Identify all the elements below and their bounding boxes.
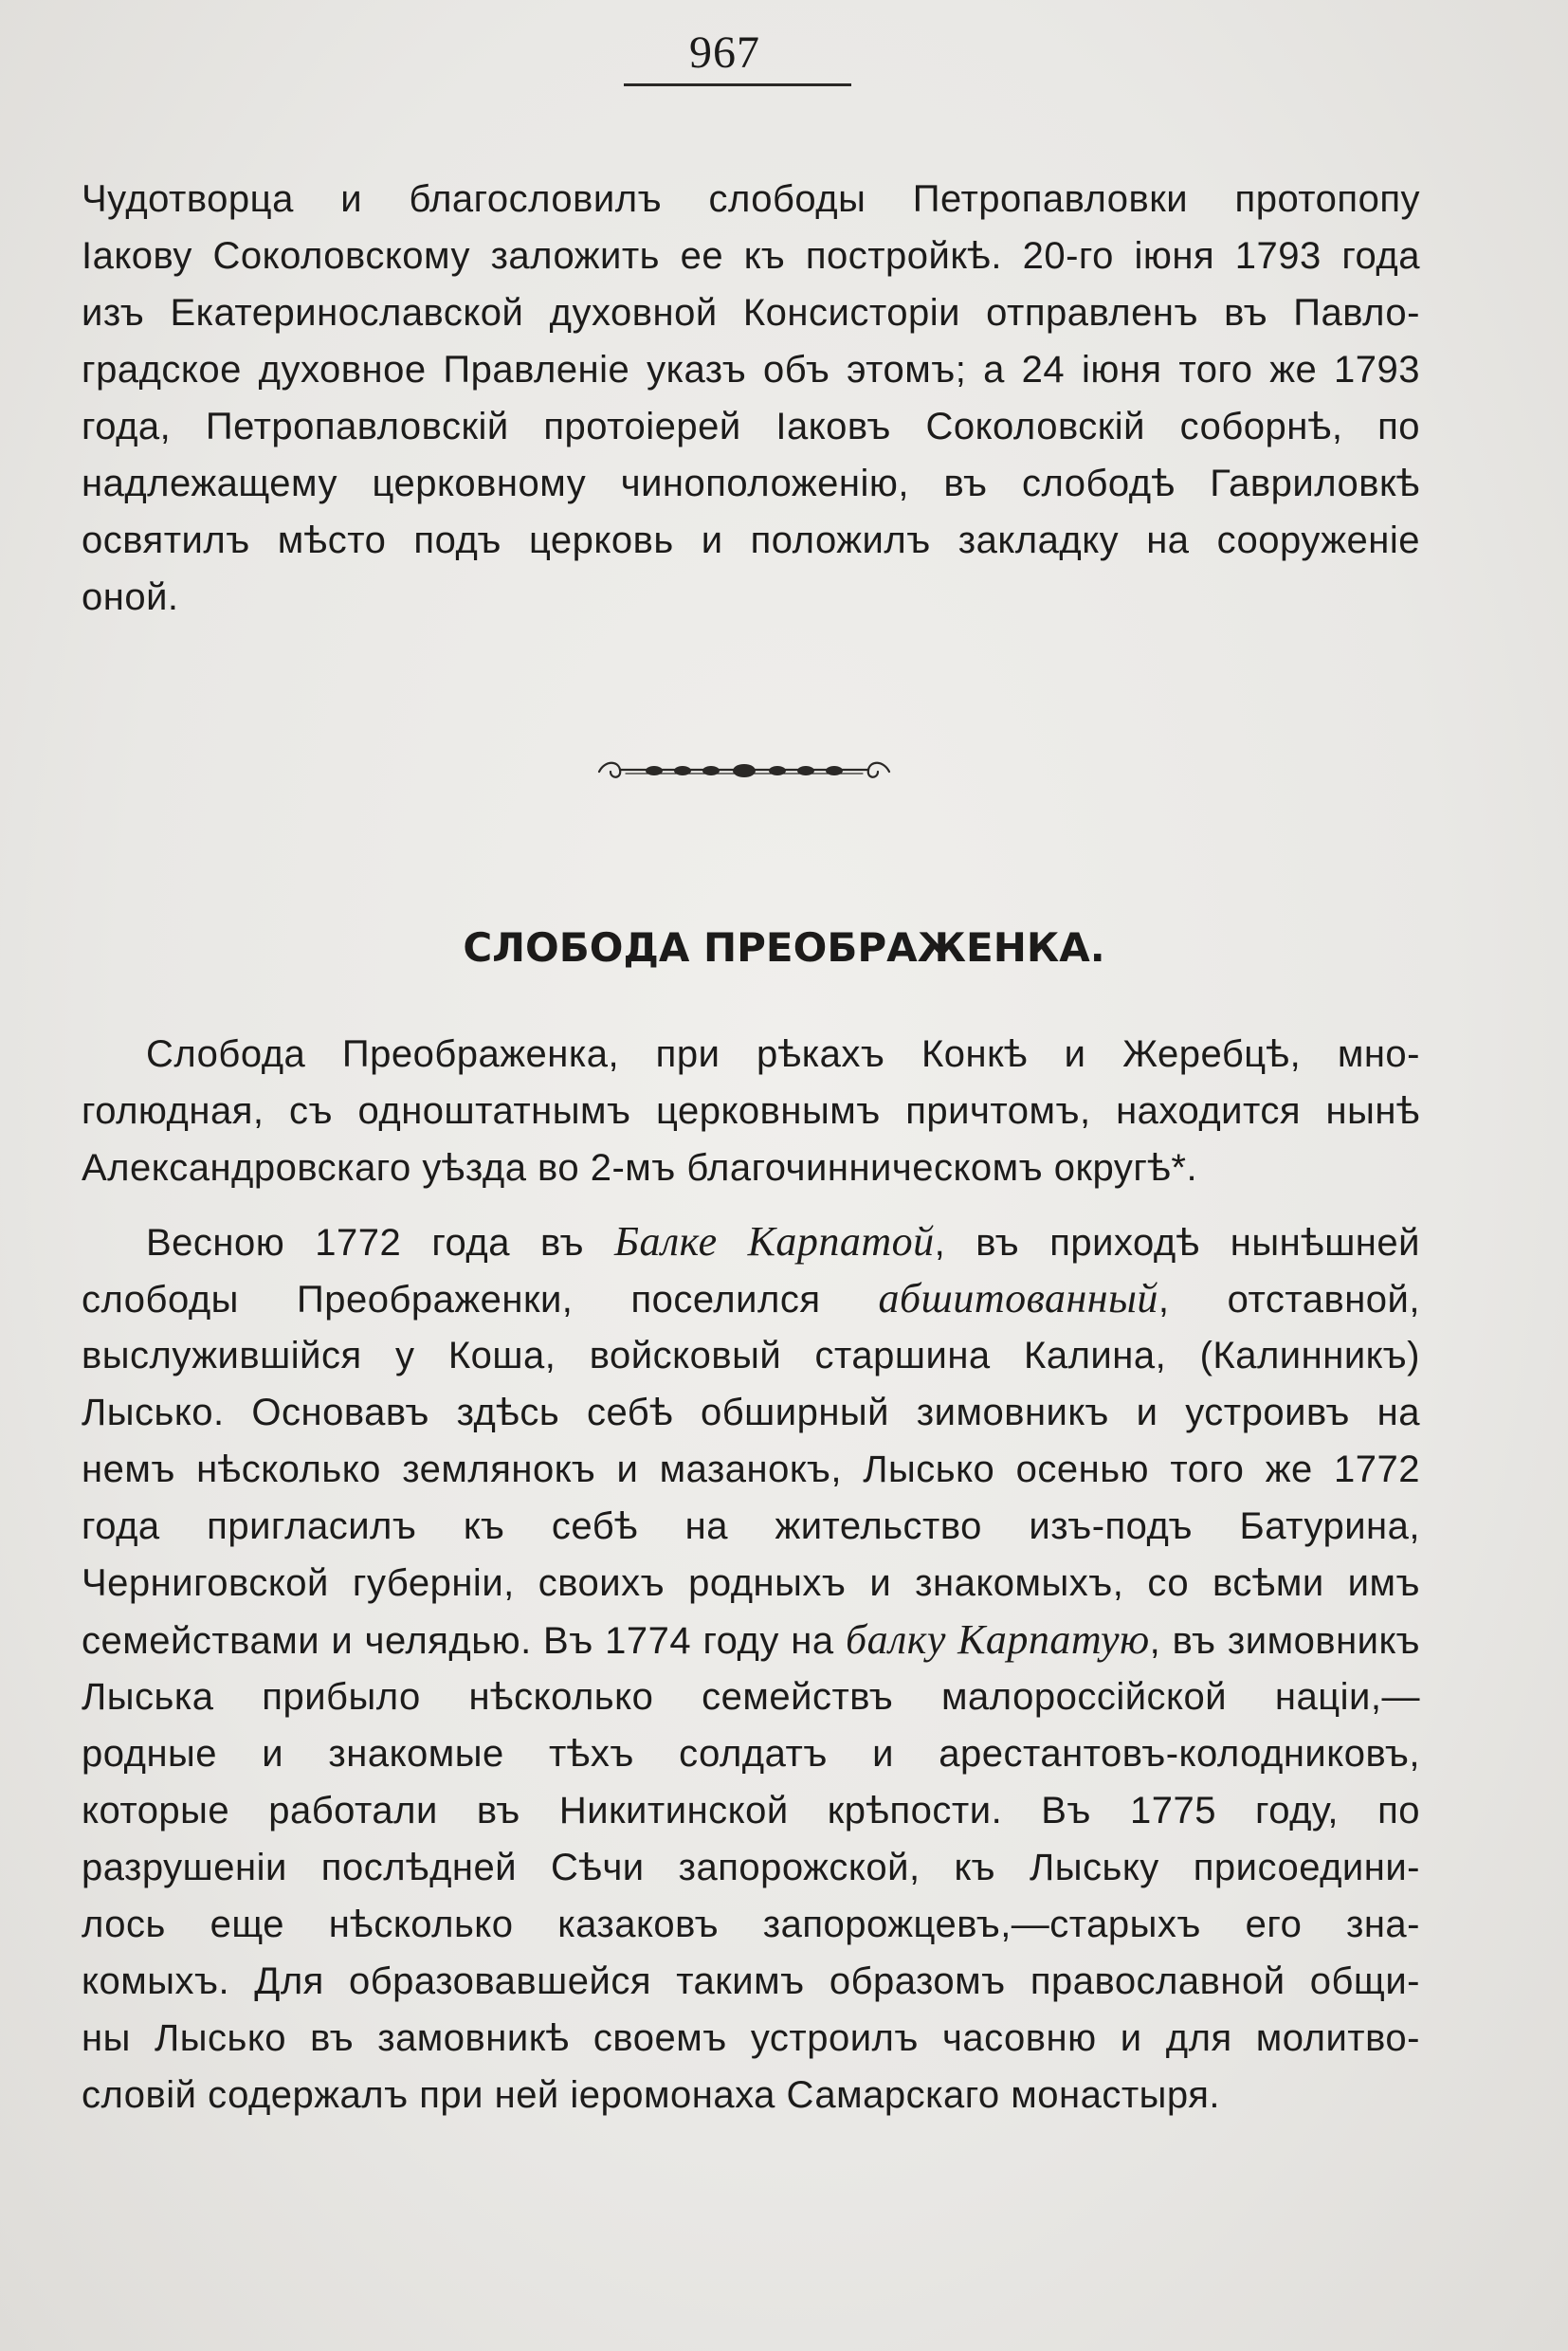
section-heading: СЛОБОДА ПРЕОБРАЖЕНКА. [463, 924, 1105, 971]
text-line: Лыська прибыло нѣсколько семействъ малороссійской націи,— [82, 1676, 1420, 1718]
text-line: которые работали въ Никитинской крѣпости. Въ 1775 году, по [82, 1790, 1420, 1832]
italic-term: абшитованный [878, 1275, 1158, 1321]
text-line: Іакову Соколовскому заложить ее къ постройкѣ. 20-го іюня 1793 года [82, 235, 1420, 277]
text-line: года, Петропавловскій протоіерей Іаковъ Соколовскій соборнѣ, по [82, 406, 1420, 447]
text-line: Лысько. Основавъ здѣсь себѣ обширный зимовникъ и устроивъ на [82, 1392, 1420, 1433]
text-line: Черниговской губерніи, своихъ родныхъ и знакомыхъ, со всѣми имъ [82, 1562, 1420, 1604]
page-number-rule [624, 83, 851, 86]
text-line: оной. [82, 576, 179, 618]
italic-term: Балке Карпатой [614, 1218, 935, 1265]
text-line: немъ нѣсколько землянокъ и мазанокъ, Лысько осенью того же 1772 [82, 1449, 1420, 1490]
text-line: градское духовное Правленіе указъ объ этомъ; а 24 іюня того же 1793 [82, 349, 1420, 391]
text-line: слободы Преображенки, поселился абшитованный, отставной, [82, 1275, 1420, 1321]
text-line: родные и знакомые тѣхъ солдатъ и арестантовъ-колодниковъ, [82, 1733, 1420, 1775]
italic-term: балку Карпатую [845, 1616, 1150, 1663]
text-line: освятилъ мѣсто подъ церковь и положилъ закладку на сооруженіе [82, 519, 1420, 561]
text-line: Чудотворца и благословилъ слободы Петропавловки протопопу [82, 178, 1420, 220]
text-line: голюдная, съ одноштатнымъ церковнымъ причтомъ, находится нынѣ [82, 1090, 1420, 1132]
text-line: Весною 1772 года въ Балке Карпатой, въ приходѣ нынѣшней [146, 1218, 1420, 1265]
paragraph-continuation [82, 171, 1420, 626]
ornament-divider [588, 751, 901, 789]
page-number: 967 [689, 27, 760, 78]
text-line: Слобода Преображенка, при рѣкахъ Конкѣ и Жеребцѣ, мно- [146, 1033, 1420, 1075]
text-line: выслужившійся у Коша, войсковый старшина Калина, (Калинникъ) [82, 1335, 1420, 1376]
text-line: лось еще нѣсколько казаковъ запорожцевъ,—старыхъ его зна- [82, 1904, 1420, 1945]
text-line: Александровскаго уѣзда во 2-мъ благочинническомъ округѣ*. [82, 1147, 1198, 1189]
text-line: комыхъ. Для образовавшейся такимъ образомъ православной общи- [82, 1960, 1420, 2002]
text-line: года пригласилъ къ себѣ на жительство изъ-подъ Батурина, [82, 1505, 1420, 1547]
text-line: разрушеніи послѣдней Сѣчи запорожской, къ Лыську присоедини- [82, 1847, 1420, 1888]
text-line: семействами и челядью. Въ 1774 году на балку Карпатую, въ зимовникъ [82, 1616, 1420, 1663]
text-line: надлежащему церковному чиноположенію, въ слободѣ Гавриловкѣ [82, 463, 1420, 504]
text-line: словій содержалъ при ней іеромонаха Самарскаго монастыря. [82, 2074, 1220, 2116]
paragraph-history [82, 1213, 1420, 2123]
paragraph-intro [82, 1026, 1420, 1196]
text-line: изъ Екатеринославской духовной Консисторіи отправленъ въ Павло- [82, 292, 1420, 334]
text-line: ны Лысько въ замовникѣ своемъ устроилъ часовню и для молитво- [82, 2017, 1420, 2059]
